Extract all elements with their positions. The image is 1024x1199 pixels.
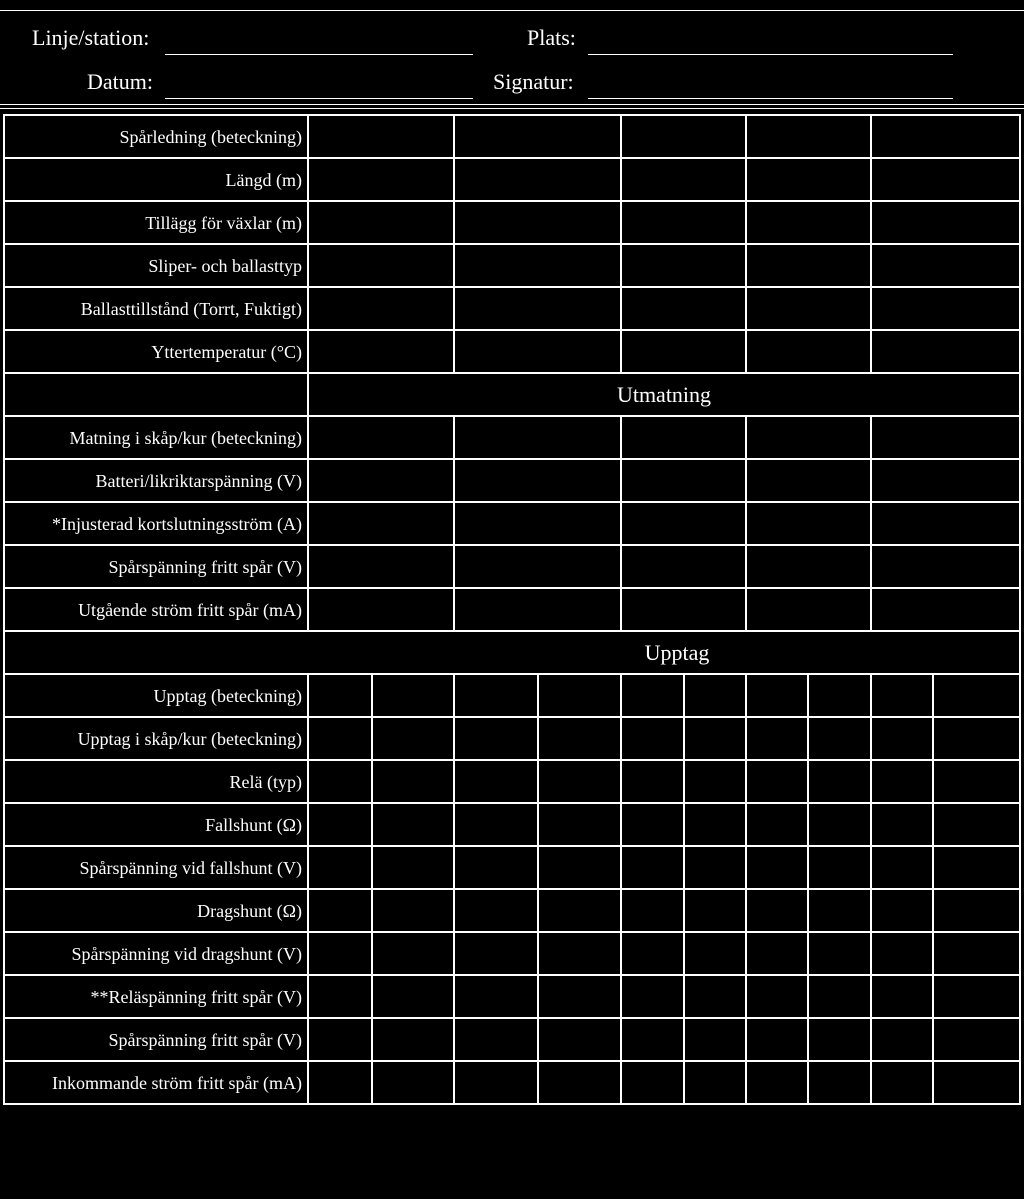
input-cell[interactable] <box>308 674 372 717</box>
input-cell[interactable] <box>372 932 454 975</box>
input-cell[interactable] <box>621 760 684 803</box>
input-cell[interactable] <box>308 932 372 975</box>
input-cell[interactable] <box>746 545 871 588</box>
input-cell[interactable] <box>621 803 684 846</box>
input-cell[interactable] <box>684 975 746 1018</box>
input-cell[interactable] <box>684 803 746 846</box>
input-cell[interactable] <box>454 975 538 1018</box>
linje-station-field[interactable] <box>165 54 473 55</box>
input-cell[interactable] <box>871 115 1020 158</box>
row-label: **Reläspänning fritt spår (V) <box>4 975 308 1018</box>
input-cell[interactable] <box>933 846 1020 889</box>
input-cell[interactable] <box>621 846 684 889</box>
input-cell[interactable] <box>621 201 746 244</box>
input-cell[interactable] <box>684 717 746 760</box>
table-row <box>4 330 1020 373</box>
input-cell[interactable] <box>684 674 746 717</box>
table-row <box>4 1018 1020 1061</box>
input-cell[interactable] <box>684 932 746 975</box>
input-cell[interactable] <box>308 502 454 545</box>
input-cell[interactable] <box>454 674 538 717</box>
input-cell[interactable] <box>684 846 746 889</box>
input-cell[interactable] <box>871 975 933 1018</box>
row-label: Utgående ström fritt spår (mA) <box>4 588 308 631</box>
datum-field[interactable] <box>165 98 473 99</box>
plats-label: Plats: <box>527 25 576 50</box>
input-cell[interactable] <box>308 1061 372 1104</box>
input-cell[interactable] <box>538 932 621 975</box>
input-cell[interactable] <box>746 201 871 244</box>
row-label: Relä (typ) <box>4 760 308 803</box>
input-cell[interactable] <box>746 717 808 760</box>
input-cell[interactable] <box>308 1018 372 1061</box>
input-cell[interactable] <box>808 760 871 803</box>
input-cell[interactable] <box>746 287 871 330</box>
input-cell[interactable] <box>621 416 746 459</box>
input-cell[interactable] <box>454 760 538 803</box>
table-row <box>4 1061 1020 1104</box>
input-cell[interactable] <box>538 975 621 1018</box>
input-cell[interactable] <box>372 1018 454 1061</box>
input-cell[interactable] <box>933 674 1020 717</box>
table-row <box>4 287 1020 330</box>
input-cell[interactable] <box>538 1018 621 1061</box>
input-cell[interactable] <box>746 459 871 502</box>
input-cell[interactable] <box>933 1018 1020 1061</box>
input-cell[interactable] <box>808 932 871 975</box>
input-cell[interactable] <box>372 717 454 760</box>
input-cell[interactable] <box>746 158 871 201</box>
input-cell[interactable] <box>308 287 454 330</box>
row-label: Matning i skåp/kur (beteckning) <box>4 416 308 459</box>
input-cell[interactable] <box>933 803 1020 846</box>
input-cell[interactable] <box>372 803 454 846</box>
input-cell[interactable] <box>621 1061 684 1104</box>
table-row <box>4 760 1020 803</box>
row-label: Upptag i skåp/kur (beteckning) <box>4 717 308 760</box>
input-cell[interactable] <box>871 244 1020 287</box>
input-cell[interactable] <box>454 846 538 889</box>
input-cell[interactable] <box>308 201 454 244</box>
row-label: Sliper- och ballasttyp <box>4 244 308 287</box>
row-label: Tillägg för växlar (m) <box>4 201 308 244</box>
input-cell[interactable] <box>621 975 684 1018</box>
input-cell[interactable] <box>746 115 871 158</box>
input-cell[interactable] <box>308 545 454 588</box>
input-cell[interactable] <box>871 674 933 717</box>
input-cell[interactable] <box>621 287 746 330</box>
input-cell[interactable] <box>538 1061 621 1104</box>
input-cell[interactable] <box>871 1018 933 1061</box>
row-label: *Injusterad kortslutningsström (A) <box>4 502 308 545</box>
input-cell[interactable] <box>746 846 808 889</box>
header-separator-2 <box>0 108 1024 109</box>
input-cell[interactable] <box>308 588 454 631</box>
input-cell[interactable] <box>808 803 871 846</box>
input-cell[interactable] <box>933 932 1020 975</box>
input-cell[interactable] <box>308 416 454 459</box>
input-cell[interactable] <box>454 115 621 158</box>
input-cell[interactable] <box>621 717 684 760</box>
input-cell[interactable] <box>621 932 684 975</box>
input-cell[interactable] <box>684 760 746 803</box>
input-cell[interactable] <box>621 459 746 502</box>
input-cell[interactable] <box>808 889 871 932</box>
input-cell[interactable] <box>871 545 1020 588</box>
input-cell[interactable] <box>808 1061 871 1104</box>
input-cell[interactable] <box>308 846 372 889</box>
table-row <box>4 717 1020 760</box>
utmatning-header-row <box>4 373 1020 416</box>
row-label: Spårledning (beteckning) <box>4 115 308 158</box>
input-cell[interactable] <box>454 416 621 459</box>
input-cell[interactable] <box>871 588 1020 631</box>
row-label: Batteri/likriktarspänning (V) <box>4 459 308 502</box>
input-cell[interactable] <box>871 201 1020 244</box>
row-label: Spårspänning fritt spår (V) <box>4 1018 308 1061</box>
input-cell[interactable] <box>454 932 538 975</box>
input-cell[interactable] <box>746 889 808 932</box>
input-cell[interactable] <box>808 846 871 889</box>
input-cell[interactable] <box>308 158 454 201</box>
input-cell[interactable] <box>621 889 684 932</box>
input-cell[interactable] <box>308 330 454 373</box>
input-cell[interactable] <box>746 760 808 803</box>
input-cell[interactable] <box>454 588 621 631</box>
table-row <box>4 545 1020 588</box>
input-cell[interactable] <box>871 889 933 932</box>
table-row <box>4 459 1020 502</box>
input-cell[interactable] <box>746 1061 808 1104</box>
table-row <box>4 674 1020 717</box>
input-cell[interactable] <box>454 502 621 545</box>
row-label: Yttertemperatur (°C) <box>4 330 308 373</box>
input-cell[interactable] <box>454 717 538 760</box>
table-row <box>4 416 1020 459</box>
input-cell[interactable] <box>308 803 372 846</box>
input-cell[interactable] <box>372 1061 454 1104</box>
input-cell[interactable] <box>684 1061 746 1104</box>
input-cell[interactable] <box>454 244 621 287</box>
row-label: Dragshunt (Ω) <box>4 889 308 932</box>
input-cell[interactable] <box>933 760 1020 803</box>
input-cell[interactable] <box>308 244 454 287</box>
input-cell[interactable] <box>454 459 621 502</box>
input-cell[interactable] <box>454 889 538 932</box>
row-label: Spårspänning vid dragshunt (V) <box>4 932 308 975</box>
input-cell[interactable] <box>308 115 454 158</box>
input-cell[interactable] <box>871 717 933 760</box>
input-cell[interactable] <box>621 588 746 631</box>
input-cell[interactable] <box>933 1061 1020 1104</box>
upptag-title: Upptag <box>4 631 1020 674</box>
table-row <box>4 889 1020 932</box>
input-cell[interactable] <box>308 760 372 803</box>
input-cell[interactable] <box>746 803 808 846</box>
input-cell[interactable] <box>454 1018 538 1061</box>
input-cell[interactable] <box>454 803 538 846</box>
top-rule <box>0 0 1024 11</box>
table-row <box>4 975 1020 1018</box>
blank-cell <box>4 373 308 416</box>
input-cell[interactable] <box>746 416 871 459</box>
input-cell[interactable] <box>538 846 621 889</box>
input-cell[interactable] <box>621 158 746 201</box>
input-cell[interactable] <box>454 1061 538 1104</box>
input-cell[interactable] <box>871 459 1020 502</box>
input-cell[interactable] <box>871 803 933 846</box>
input-cell[interactable] <box>454 287 621 330</box>
input-cell[interactable] <box>871 416 1020 459</box>
input-cell[interactable] <box>871 287 1020 330</box>
input-cell[interactable] <box>538 674 621 717</box>
linje-station-label: Linje/station: <box>32 25 150 50</box>
table-row <box>4 115 1020 158</box>
input-cell[interactable] <box>808 717 871 760</box>
input-cell[interactable] <box>372 674 454 717</box>
input-cell[interactable] <box>454 201 621 244</box>
input-cell[interactable] <box>933 889 1020 932</box>
input-cell[interactable] <box>933 975 1020 1018</box>
input-cell[interactable] <box>933 717 1020 760</box>
input-cell[interactable] <box>871 330 1020 373</box>
input-cell[interactable] <box>746 932 808 975</box>
input-cell[interactable] <box>871 846 933 889</box>
header-separator <box>0 104 1024 105</box>
input-cell[interactable] <box>746 975 808 1018</box>
input-cell[interactable] <box>308 459 454 502</box>
table-row <box>4 502 1020 545</box>
row-label: Fallshunt (Ω) <box>4 803 308 846</box>
input-cell[interactable] <box>871 932 933 975</box>
input-cell[interactable] <box>871 1061 933 1104</box>
input-cell[interactable] <box>808 1018 871 1061</box>
input-cell[interactable] <box>372 975 454 1018</box>
row-label: Ballasttillstånd (Torrt, Fuktigt) <box>4 287 308 330</box>
input-cell[interactable] <box>538 889 621 932</box>
table-row <box>4 158 1020 201</box>
row-label: Spårspänning vid fallshunt (V) <box>4 846 308 889</box>
input-cell[interactable] <box>746 674 808 717</box>
input-cell[interactable] <box>871 158 1020 201</box>
table-row <box>4 803 1020 846</box>
table-row <box>4 201 1020 244</box>
upptag-header-row <box>4 631 1020 674</box>
input-cell[interactable] <box>684 1018 746 1061</box>
input-cell[interactable] <box>372 846 454 889</box>
input-cell[interactable] <box>621 674 684 717</box>
table-row <box>4 932 1020 975</box>
input-cell[interactable] <box>621 244 746 287</box>
input-cell[interactable] <box>746 502 871 545</box>
input-cell[interactable] <box>621 330 746 373</box>
input-cell[interactable] <box>454 158 621 201</box>
input-cell[interactable] <box>684 889 746 932</box>
input-cell[interactable] <box>808 674 871 717</box>
input-cell[interactable] <box>808 975 871 1018</box>
row-label: Längd (m) <box>4 158 308 201</box>
input-cell[interactable] <box>871 760 933 803</box>
input-cell[interactable] <box>308 889 372 932</box>
input-cell[interactable] <box>746 588 871 631</box>
input-cell[interactable] <box>372 889 454 932</box>
signatur-label: Signatur: <box>493 69 574 94</box>
input-cell[interactable] <box>538 803 621 846</box>
input-cell[interactable] <box>621 115 746 158</box>
table-row <box>4 588 1020 631</box>
input-cell[interactable] <box>621 502 746 545</box>
row-label: Inkommande ström fritt spår (mA) <box>4 1061 308 1104</box>
row-label: Upptag (beteckning) <box>4 674 308 717</box>
datum-label: Datum: <box>87 69 153 94</box>
signatur-field[interactable] <box>588 98 953 99</box>
input-cell[interactable] <box>621 1018 684 1061</box>
input-cell[interactable] <box>621 545 746 588</box>
table-row <box>4 846 1020 889</box>
input-cell[interactable] <box>454 330 621 373</box>
row-label: Spårspänning fritt spår (V) <box>4 545 308 588</box>
input-cell[interactable] <box>538 760 621 803</box>
input-cell[interactable] <box>746 1018 808 1061</box>
input-cell[interactable] <box>308 717 372 760</box>
input-cell[interactable] <box>538 717 621 760</box>
input-cell[interactable] <box>746 244 871 287</box>
table-row <box>4 244 1020 287</box>
plats-field[interactable] <box>588 54 953 55</box>
input-cell[interactable] <box>308 975 372 1018</box>
utmatning-title: Utmatning <box>308 373 1020 416</box>
input-cell[interactable] <box>454 545 621 588</box>
input-cell[interactable] <box>746 330 871 373</box>
input-cell[interactable] <box>871 502 1020 545</box>
input-cell[interactable] <box>372 760 454 803</box>
measurement-table <box>3 114 1021 1105</box>
